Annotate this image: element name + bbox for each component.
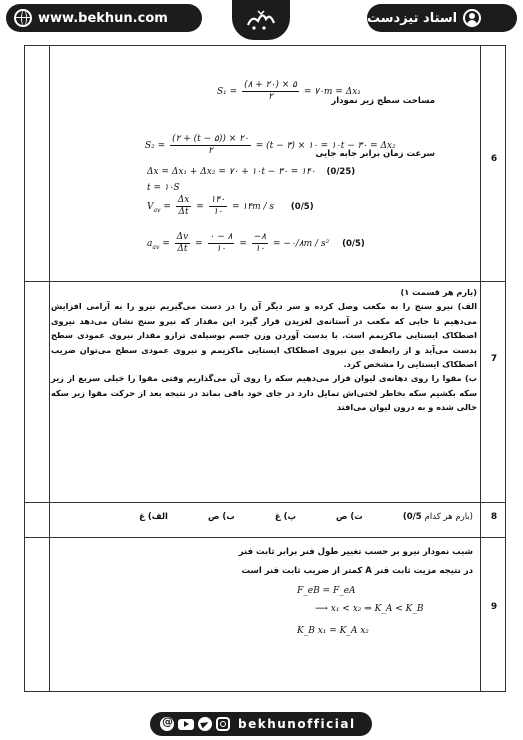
brand-badge[interactable] (367, 4, 517, 32)
answer-item: پ) غ (274, 512, 297, 522)
equation-k-compare: ⟶ x₁ < x₂ ⇒ K_A < K_B (315, 604, 424, 614)
answer-item: الف) غ (139, 512, 168, 522)
denominator: Δt (178, 207, 189, 217)
row-divider (25, 281, 505, 282)
question-number: 6 (490, 154, 498, 164)
numerator: ۱۴۰ (210, 195, 226, 205)
telegram-icon[interactable] (198, 717, 212, 731)
table-divider (49, 46, 50, 691)
answer-item: ب) ص (207, 512, 235, 522)
equation-fe: F_eB = F_eA (297, 586, 356, 596)
subscript: av (153, 206, 161, 214)
row-divider (25, 502, 505, 503)
fraction (209, 195, 228, 218)
question-number: 9 (490, 602, 498, 612)
score-note: (بارم هر قسمت ۱) (400, 287, 477, 297)
score-note (403, 512, 473, 522)
eq-rhs: = ۱۴m / s (232, 202, 275, 212)
eq-text: Δx = Δx₁ + Δx₂ = ۷۰ + ۱۰t − ۳۰ = ۱۴۰ (147, 167, 316, 177)
eq-lhs: S₂ = (145, 141, 166, 151)
numerator: Δv (176, 232, 189, 242)
social-handle[interactable]: bekhunofficial (238, 717, 356, 731)
table-divider (480, 46, 481, 691)
instagram-icon[interactable] (216, 717, 230, 731)
denominator: ۱۰ (213, 207, 223, 217)
fraction (176, 195, 192, 218)
eq-rhs: = (t − ۳) × ۱۰ = ۱۰t − ۳۰ = Δx₂ (255, 141, 396, 151)
equals: = (163, 202, 171, 212)
denominator: ۱۰ (255, 244, 265, 254)
answer-8 (139, 512, 473, 522)
equals: = (162, 239, 170, 249)
page-header (0, 0, 523, 38)
eq-lhs: a (147, 239, 153, 249)
score-value: 0/5) (402, 512, 422, 522)
equation-s1 (217, 80, 361, 103)
numerator: Δx (177, 195, 190, 205)
denominator: Δt (177, 244, 188, 254)
subscript: av (152, 243, 160, 251)
fraction (252, 232, 268, 255)
youtube-icon[interactable] (178, 719, 194, 730)
question-number: 7 (490, 354, 498, 364)
equation-dx (147, 167, 355, 177)
equation-kx: K_B x₁ = K_A x₂ (297, 626, 369, 636)
denominator: ۱۰ (216, 244, 226, 254)
row-divider (25, 537, 505, 538)
fraction (242, 80, 299, 103)
equation-t: t = ۱۰S (147, 183, 180, 193)
question-number: 8 (490, 512, 498, 522)
area-label: مساحت سطح زیر نمودار (331, 96, 435, 106)
logo-icon (244, 7, 278, 33)
equation-vav (147, 195, 314, 218)
website-badge[interactable] (6, 4, 202, 32)
denominator: ۲ (208, 146, 213, 156)
eq-rhs: = ۷۰m = Δx₁ (303, 87, 361, 97)
score: (0/25) (326, 167, 356, 177)
equals: = (195, 239, 203, 249)
brand-name: استاد تیزدست (367, 10, 458, 26)
globe-icon (14, 9, 32, 27)
equals: = (239, 239, 247, 249)
numerator: ۰ − ۸ (209, 232, 233, 242)
eq-lhs: V (147, 202, 154, 212)
score: (0/5) (342, 239, 365, 249)
answer-7 (51, 285, 477, 415)
numerator: −۸ (253, 232, 267, 242)
part-b: ب) مقوا را روی دهانه‌ی لیوان قرار می‌دهیم سکه را روی آن می‌گذاریم وقتی مقوا را خیلی سریع از زیر سکه بکشیم سکه بخاطر لختی‌اش تمایل دارد در جای خود باقی بماند در نتیجه بعد از حرکت مقوا زیر سکه خالی شده و به درون لیوان می‌افتد (51, 373, 477, 413)
brand-logo (232, 0, 290, 40)
user-icon (463, 9, 481, 27)
answer-9-line1: شیب نمودار نیرو بر حسب تغییر طول فنر برابر ثابت فنر (238, 547, 473, 557)
equals: = (196, 202, 204, 212)
threads-icon[interactable] (160, 717, 174, 731)
numerator: (۸ + ۲۰) × ۵ (244, 80, 297, 90)
fraction (208, 232, 235, 255)
eq-rhs: = −۰/۸m / s² (273, 239, 330, 249)
numerator: (۲ + (t − ۵)) × ۲۰ (172, 134, 249, 144)
fraction (175, 232, 191, 255)
eq-lhs: S₁ = (217, 87, 238, 97)
answer-table (24, 45, 506, 692)
fraction (170, 134, 251, 157)
score-label: (بارم هر کدام (424, 512, 473, 522)
website-url: www.bekhun.com (38, 10, 168, 26)
equation-aav (147, 232, 365, 255)
social-footer (150, 712, 372, 736)
equation-s2 (145, 134, 396, 157)
part-a: الف) نیرو سنج را به مکعب وصل کرده و سر دیگر آن را در دست می‌گیریم نیرو را به آرامی افزایش می‌دهیم تا جایی که مکعب در آستانه‌ی لغزیدن قرار گیرد این مقدار که نیرو سنج نشان می‌دهد نیروی اصطکاک ایستایی ماکزیمم است. با بدست آوردن وزن جسم بوسیله‌ی ترازو مقدار نیروی عمودی سطح بدست می‌آید و از رابطه‌ی بین نیروی اصطکاک ایستایی ماکزیمم و نیروی عمودی سطح می‌توان ضریب اصطکاک ایستایی را مشخص کرد. (51, 301, 477, 370)
answer-item: ت) ص (336, 512, 363, 522)
speed-label: سرعت زمان برابر جابه جایی (315, 149, 435, 159)
score: (0/5) (290, 202, 314, 212)
denominator: ۲ (268, 92, 273, 102)
answer-9-line2: در نتیجه مزیت ثابت فنر A کمتر از ضریب ثابت فنر است (241, 566, 473, 576)
